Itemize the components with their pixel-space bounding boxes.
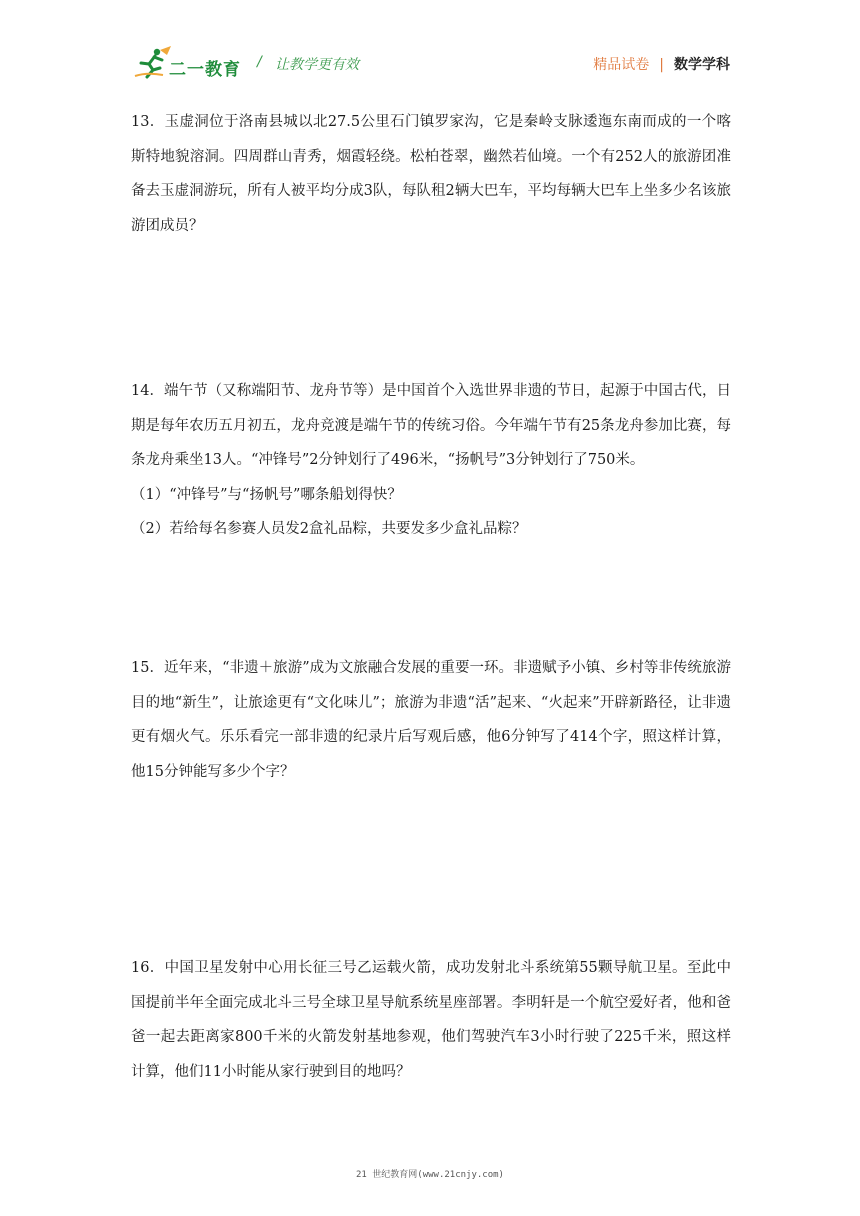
slogan: 让教学更有效 [275,57,359,73]
question-text: 13．玉虚洞位于洛南县城以北27.5公里石门镇罗家沟，它是秦岭支脉逶迤东南而成的一个喀斯特地貌溶洞。四周群山青秀，烟霞轻绕。松柏苍翠，幽然若仙境。一个有252人的旅游团准备去玉虚洞游玩，所有人被平均分成3队，每队租2辆大巴车，平均每辆大巴车上坐多少名该旅游团成员？ [131,114,731,234]
question-text: 14．端午节（又称端阳节、龙舟节等）是中国首个入选世界非遗的节日，起源于中国古代，日期是每年农历五月初五，龙舟竞渡是端午节的传统习俗。今年端午节有25条龙舟参加比赛，每条龙舟乘坐13人。“冲锋号”2分钟划行了496米，“扬帆号”3分钟划行了750米。 [131,383,731,468]
logo [133,46,249,80]
exam-tag: 精品试卷 [593,57,650,73]
question-15 [131,651,731,789]
page-footer: 21 世纪教育网(www.21cnjy.com) [356,1170,504,1180]
tag-divider: | [659,57,664,73]
sub-question-1: （1）“冲锋号”与“扬帆号”哪条船划得快？ [131,486,402,503]
question-text: 16．中国卫星发射中心用长征三号乙运载火箭，成功发射北斗系统第55颗导航卫星。至此中国提前半年全面完成北斗三号全球卫星导航系统星座部署。李明轩是一个航空爱好者，他和爸爸一起去距离家800千米的火箭发射基地参观，他们驾驶汽车3小时行驶了225千米，照这样计算，他们11小时能从家行驶到目的地吗？ [131,960,731,1080]
logo-text: 二一教育 [169,60,241,80]
question-text: 15．近年来，“非遗＋旅游”成为文旅融合发展的重要一环。非遗赋予小镇、乡村等非传统旅游目的地“新生”，让旅途更有“文化味儿”；旅游为非遗“活”起来、“火起来”开辟新路径，让非遗更有烟火气。乐乐看完一部非遗的纪录片后写观后感，他6分钟写了414个字，照这样计算，他15分钟能写多少个字？ [131,660,731,780]
slogan-separator: / [257,54,262,70]
header-tags [593,54,730,74]
question-13 [131,105,731,243]
runner-logo-icon [133,46,173,80]
subject-tag: 数学学科 [674,57,730,73]
question-16 [131,951,731,1089]
sub-question-2: （2）若给每名参赛人员发2盒礼品粽，共要发多少盒礼品粽？ [131,521,527,537]
question-14 [131,374,731,547]
page-header [133,46,730,84]
